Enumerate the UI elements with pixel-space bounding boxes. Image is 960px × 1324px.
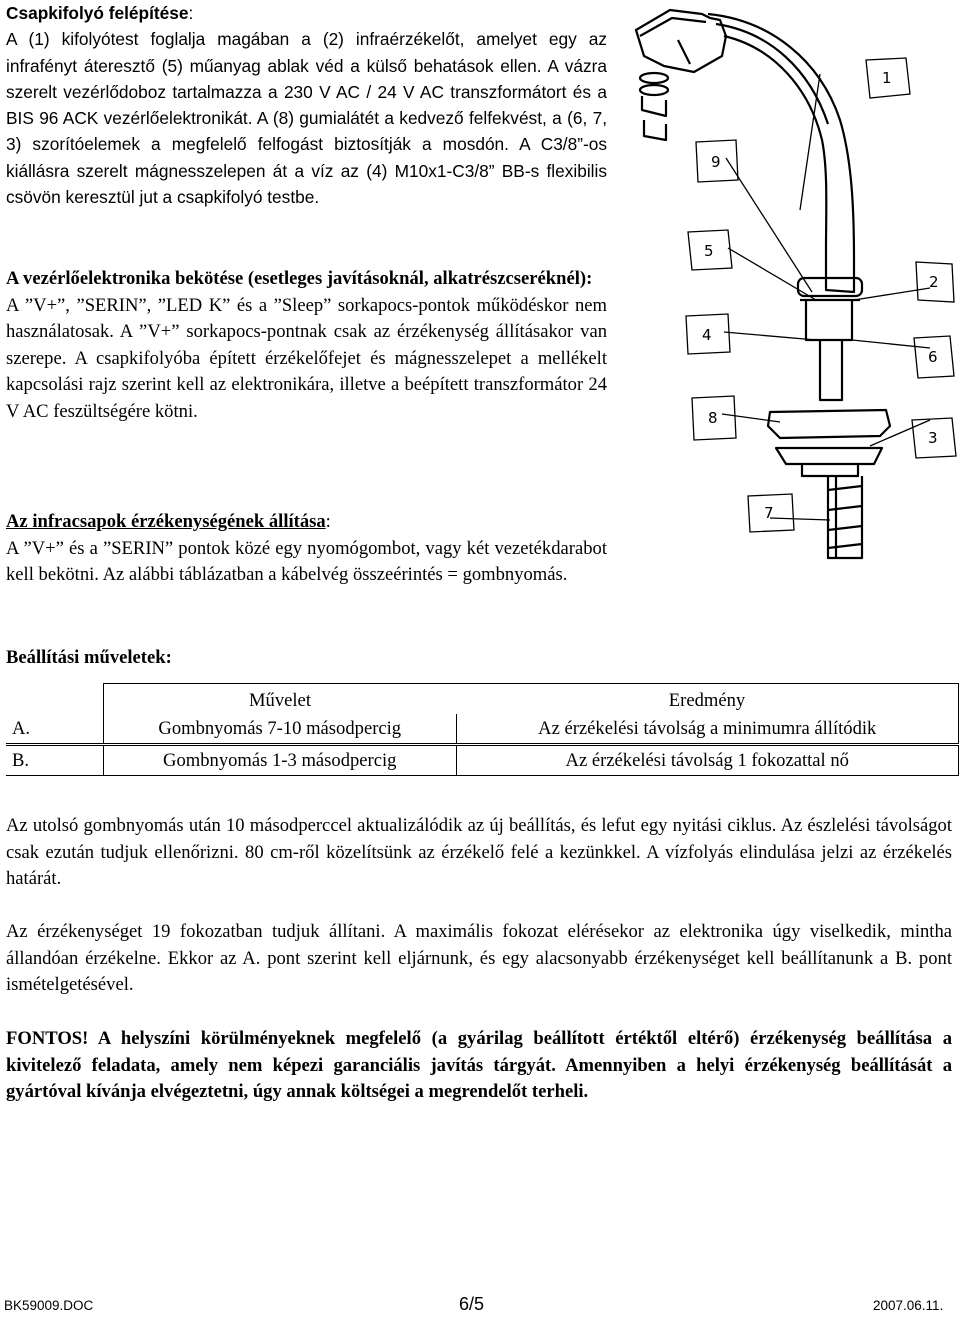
- structure-text-1: A (1) kifolyótest foglalja magában a (2) infraérzékelőt, amelyet egy az infrafényt áteresztő (5) műanyag ablak véd a külső behatások ellen.: [6, 29, 607, 76]
- header-result: Eredmény: [456, 684, 959, 715]
- footer-date: 2007.06.11.: [873, 1298, 944, 1313]
- important-body: A helyszíni körülményeknek megfelelő (a gyárilag beállított értéktől eltérő) érzékenység beállítása a kivitelező feladata, amely nem képezi garanciális javítás tárgyát. Amennyiben a helyi érzékenység beállítását a gyártóval kívánja elvégeztetni, úgy annak költségei a megrendelőt terheli.: [6, 1028, 952, 1102]
- operations-title: [6, 645, 172, 672]
- wiring-text-1: A ”V+”, ”SERIN”, ”LED K” és a ”Sleep” sorkapocs-pontok működéskor nem használatosak. A ”V+” sorkapocs-pontnak csak az érzékenység állításakor van szerepe.: [6, 294, 607, 369]
- table-row: [6, 714, 959, 745]
- row-id: A.: [6, 714, 104, 745]
- callout-label-9: 9: [711, 153, 721, 171]
- paragraph-update-text: Az utolsó gombnyomás után 10 másodperccel aktualizálódik az új beállítás, és lefut egy nyitási ciklus. Az észlelési távolságot csak ezután tudjuk ellenőrizni. 80 cm-ről közelítsünk az érzékelő felé a kezünkkel. A vízfolyás elindulása jelzi az érzékelés határát.: [6, 815, 952, 889]
- section-structure: [6, 0, 607, 210]
- title-colon: :: [188, 3, 194, 23]
- section-structure-title: Csapkifolyó felépítése: [6, 3, 189, 23]
- sensitivity-colon: :: [325, 511, 331, 532]
- structure-text-4: A C3/8”-os kiállásra szerelt mágnesszelepen át a víz az (4) M10x1-C3/8” BB-s flexibilis csövön keresztül jut a csapkifolyó testbe.: [6, 134, 607, 208]
- row-operation: Gombnyomás 1-3 másodpercig: [104, 745, 457, 776]
- paragraph-update: [6, 813, 952, 893]
- structure-text-3: A (8) gumialátét a kedvező felfekvést, a (6, 7, 3) szorítóelemek a megfelelő felfogást biztosítják a mosdón.: [6, 108, 607, 155]
- callout-label-2: 2: [929, 273, 939, 291]
- table-row: [6, 745, 959, 776]
- callout-label-3: 3: [928, 429, 938, 447]
- paragraph-levels: [6, 919, 952, 999]
- paragraph-important: [6, 1026, 952, 1106]
- paragraph-levels-text: Az érzékenységet 19 fokozatban tudjuk állítani. A maximális fokozat elérésekor az elektronika úgy viselkedik, mintha állandóan érzékelne. Ekkor az A. pont szerint kell eljárnunk, és egy alacsonyabb érzékenységet kell beállítanunk a B. pont ismételgetésével.: [6, 921, 952, 995]
- important-lead: FONTOS!: [6, 1028, 89, 1049]
- sensitivity-text: A ”V+” és a ”SERIN” pontok közé egy nyomógombot, vagy két vezetékdarabot kell bekötni. Az alábbi táblázatban a kábelvég összeérintés = gombnyomás.: [6, 537, 607, 585]
- section-sensitivity: [6, 509, 607, 589]
- callout-label-6: 6: [928, 348, 938, 366]
- row-result: Az érzékelési távolság 1 fokozattal nő: [456, 745, 959, 776]
- section-wiring-title: A vezérlőelektronika bekötése (esetleges javításoknál, alkatrészcseréknél):: [6, 268, 593, 289]
- footer-doc: BK59009.DOC: [4, 1298, 94, 1313]
- operations-table: [6, 683, 959, 776]
- row-result: Az érzékelési távolság a minimumra állítódik: [456, 714, 959, 745]
- header-empty-cell: [6, 684, 104, 715]
- header-operation: Művelet: [104, 684, 457, 715]
- callout-label-5: 5: [704, 242, 714, 260]
- structure-text-2: A vázra szerelt vezérlődoboz tartalmazza a 230 V AC / 24 V AC transzformátort és a BIS 96 ACK vezérlőelektronikát.: [6, 55, 607, 129]
- callout-label-4: 4: [702, 326, 712, 344]
- operations-title-text: Beállítási műveletek:: [6, 647, 172, 668]
- row-operation: Gombnyomás 7-10 másodpercig: [104, 714, 457, 745]
- row-id: B.: [6, 745, 104, 776]
- footer-page: 6/5: [459, 1294, 485, 1314]
- faucet-diagram: [630, 0, 960, 570]
- callout-label-8: 8: [708, 409, 718, 427]
- callout-label-7: 7: [764, 504, 774, 522]
- table-header-row: [6, 684, 959, 715]
- wiring-text-2: A csapkifolyóba épített érzékelőfejet és mágnesszelepet a mellékelt kapcsolási rajz szerint kell az elektronikára, illetve a beépített transzformátor 24 V AC feszültségére kötni.: [6, 347, 607, 422]
- faucet-body: [636, 10, 890, 558]
- callout-label-1: 1: [882, 69, 892, 87]
- section-sensitivity-title: Az infracsapok érzékenységének állítása: [6, 511, 326, 532]
- section-wiring: [6, 266, 607, 425]
